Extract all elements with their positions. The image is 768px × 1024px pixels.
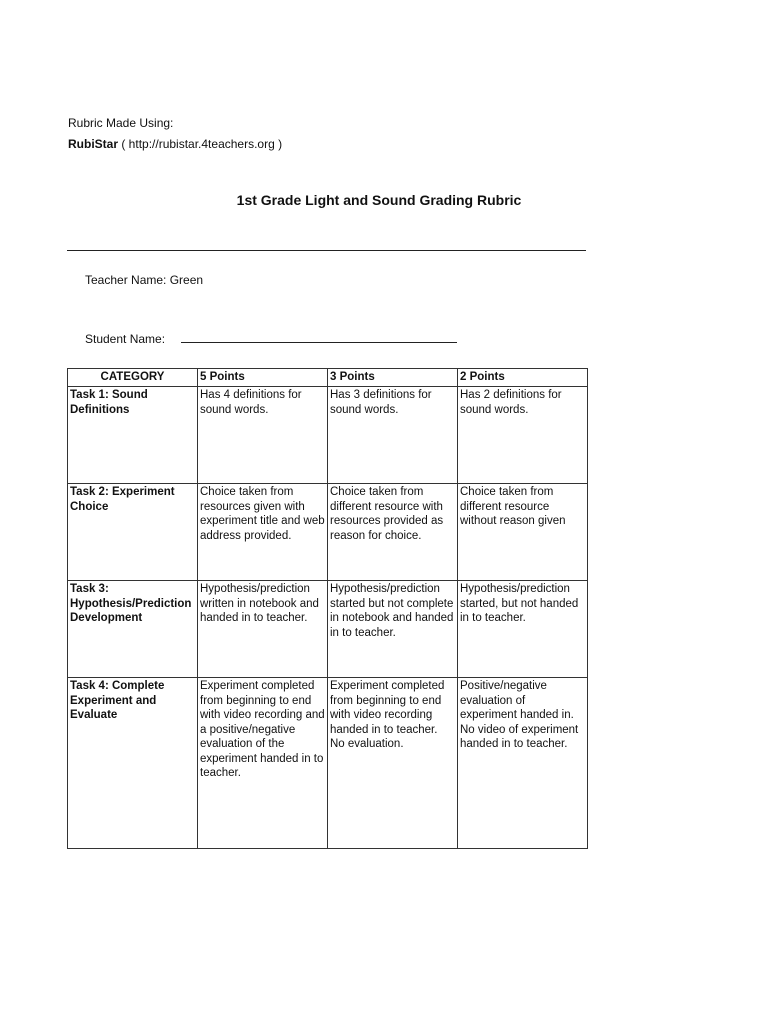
student-label: Student Name:	[85, 332, 166, 346]
table-header-row	[68, 369, 588, 387]
cell-5-points: Has 4 definitions for sound words.	[198, 387, 328, 484]
cell-2-points: Has 2 definitions for sound words.	[458, 387, 588, 484]
header-category: CATEGORY	[68, 369, 198, 387]
header-5-points: 5 Points	[198, 369, 328, 387]
tool-name: RubiStar	[68, 137, 119, 151]
cell-3-points: Hypothesis/prediction started but not complete in notebook and handed in to teacher.	[328, 581, 458, 678]
table-row	[68, 678, 588, 849]
page-title: 1st Grade Light and Sound Grading Rubric	[236, 192, 522, 208]
table-row	[68, 484, 588, 581]
cell-5-points: Experiment completed from beginning to end with video recording and a positive/negative evaluation of the experiment handed in to teacher.	[198, 678, 328, 849]
row-category: Task 3: Hypothesis/Prediction Development	[68, 581, 198, 678]
tool-credit	[68, 134, 282, 155]
cell-5-points: Choice taken from resources given with experiment title and web address provided.	[198, 484, 328, 581]
header-2-points: 2 Points	[458, 369, 588, 387]
cell-3-points: Experiment completed from beginning to end with video recording handed in to teacher. No evaluation.	[328, 678, 458, 849]
teacher-name-line	[85, 273, 203, 287]
divider	[67, 250, 586, 251]
cell-2-points: Hypothesis/prediction started, but not handed in to teacher.	[458, 581, 588, 678]
rubric-table	[67, 368, 588, 849]
row-category: Task 2: Experiment Choice	[68, 484, 198, 581]
teacher-value: Green	[169, 273, 204, 287]
cell-2-points: Positive/negative evaluation of experiment handed in. No video of experiment handed in to teacher.	[458, 678, 588, 849]
student-name-blank	[181, 331, 457, 343]
cell-5-points: Hypothesis/prediction written in notebook and handed in to teacher.	[198, 581, 328, 678]
rubric-source	[68, 113, 282, 155]
cell-3-points: Choice taken from different resource with resources provided as reason for choice.	[328, 484, 458, 581]
tool-url: ( http://rubistar.4teachers.org )	[118, 137, 283, 151]
header-3-points: 3 Points	[328, 369, 458, 387]
cell-2-points: Choice taken from different resource without reason given	[458, 484, 588, 581]
cell-3-points: Has 3 definitions for sound words.	[328, 387, 458, 484]
made-using-label: Rubric Made Using:	[68, 116, 174, 130]
row-category: Task 4: Complete Experiment and Evaluate	[68, 678, 198, 849]
row-category: Task 1: Sound Definitions	[68, 387, 198, 484]
student-name-line	[85, 331, 457, 346]
table-row	[68, 581, 588, 678]
teacher-label: Teacher Name:	[85, 273, 167, 287]
table-row	[68, 387, 588, 484]
